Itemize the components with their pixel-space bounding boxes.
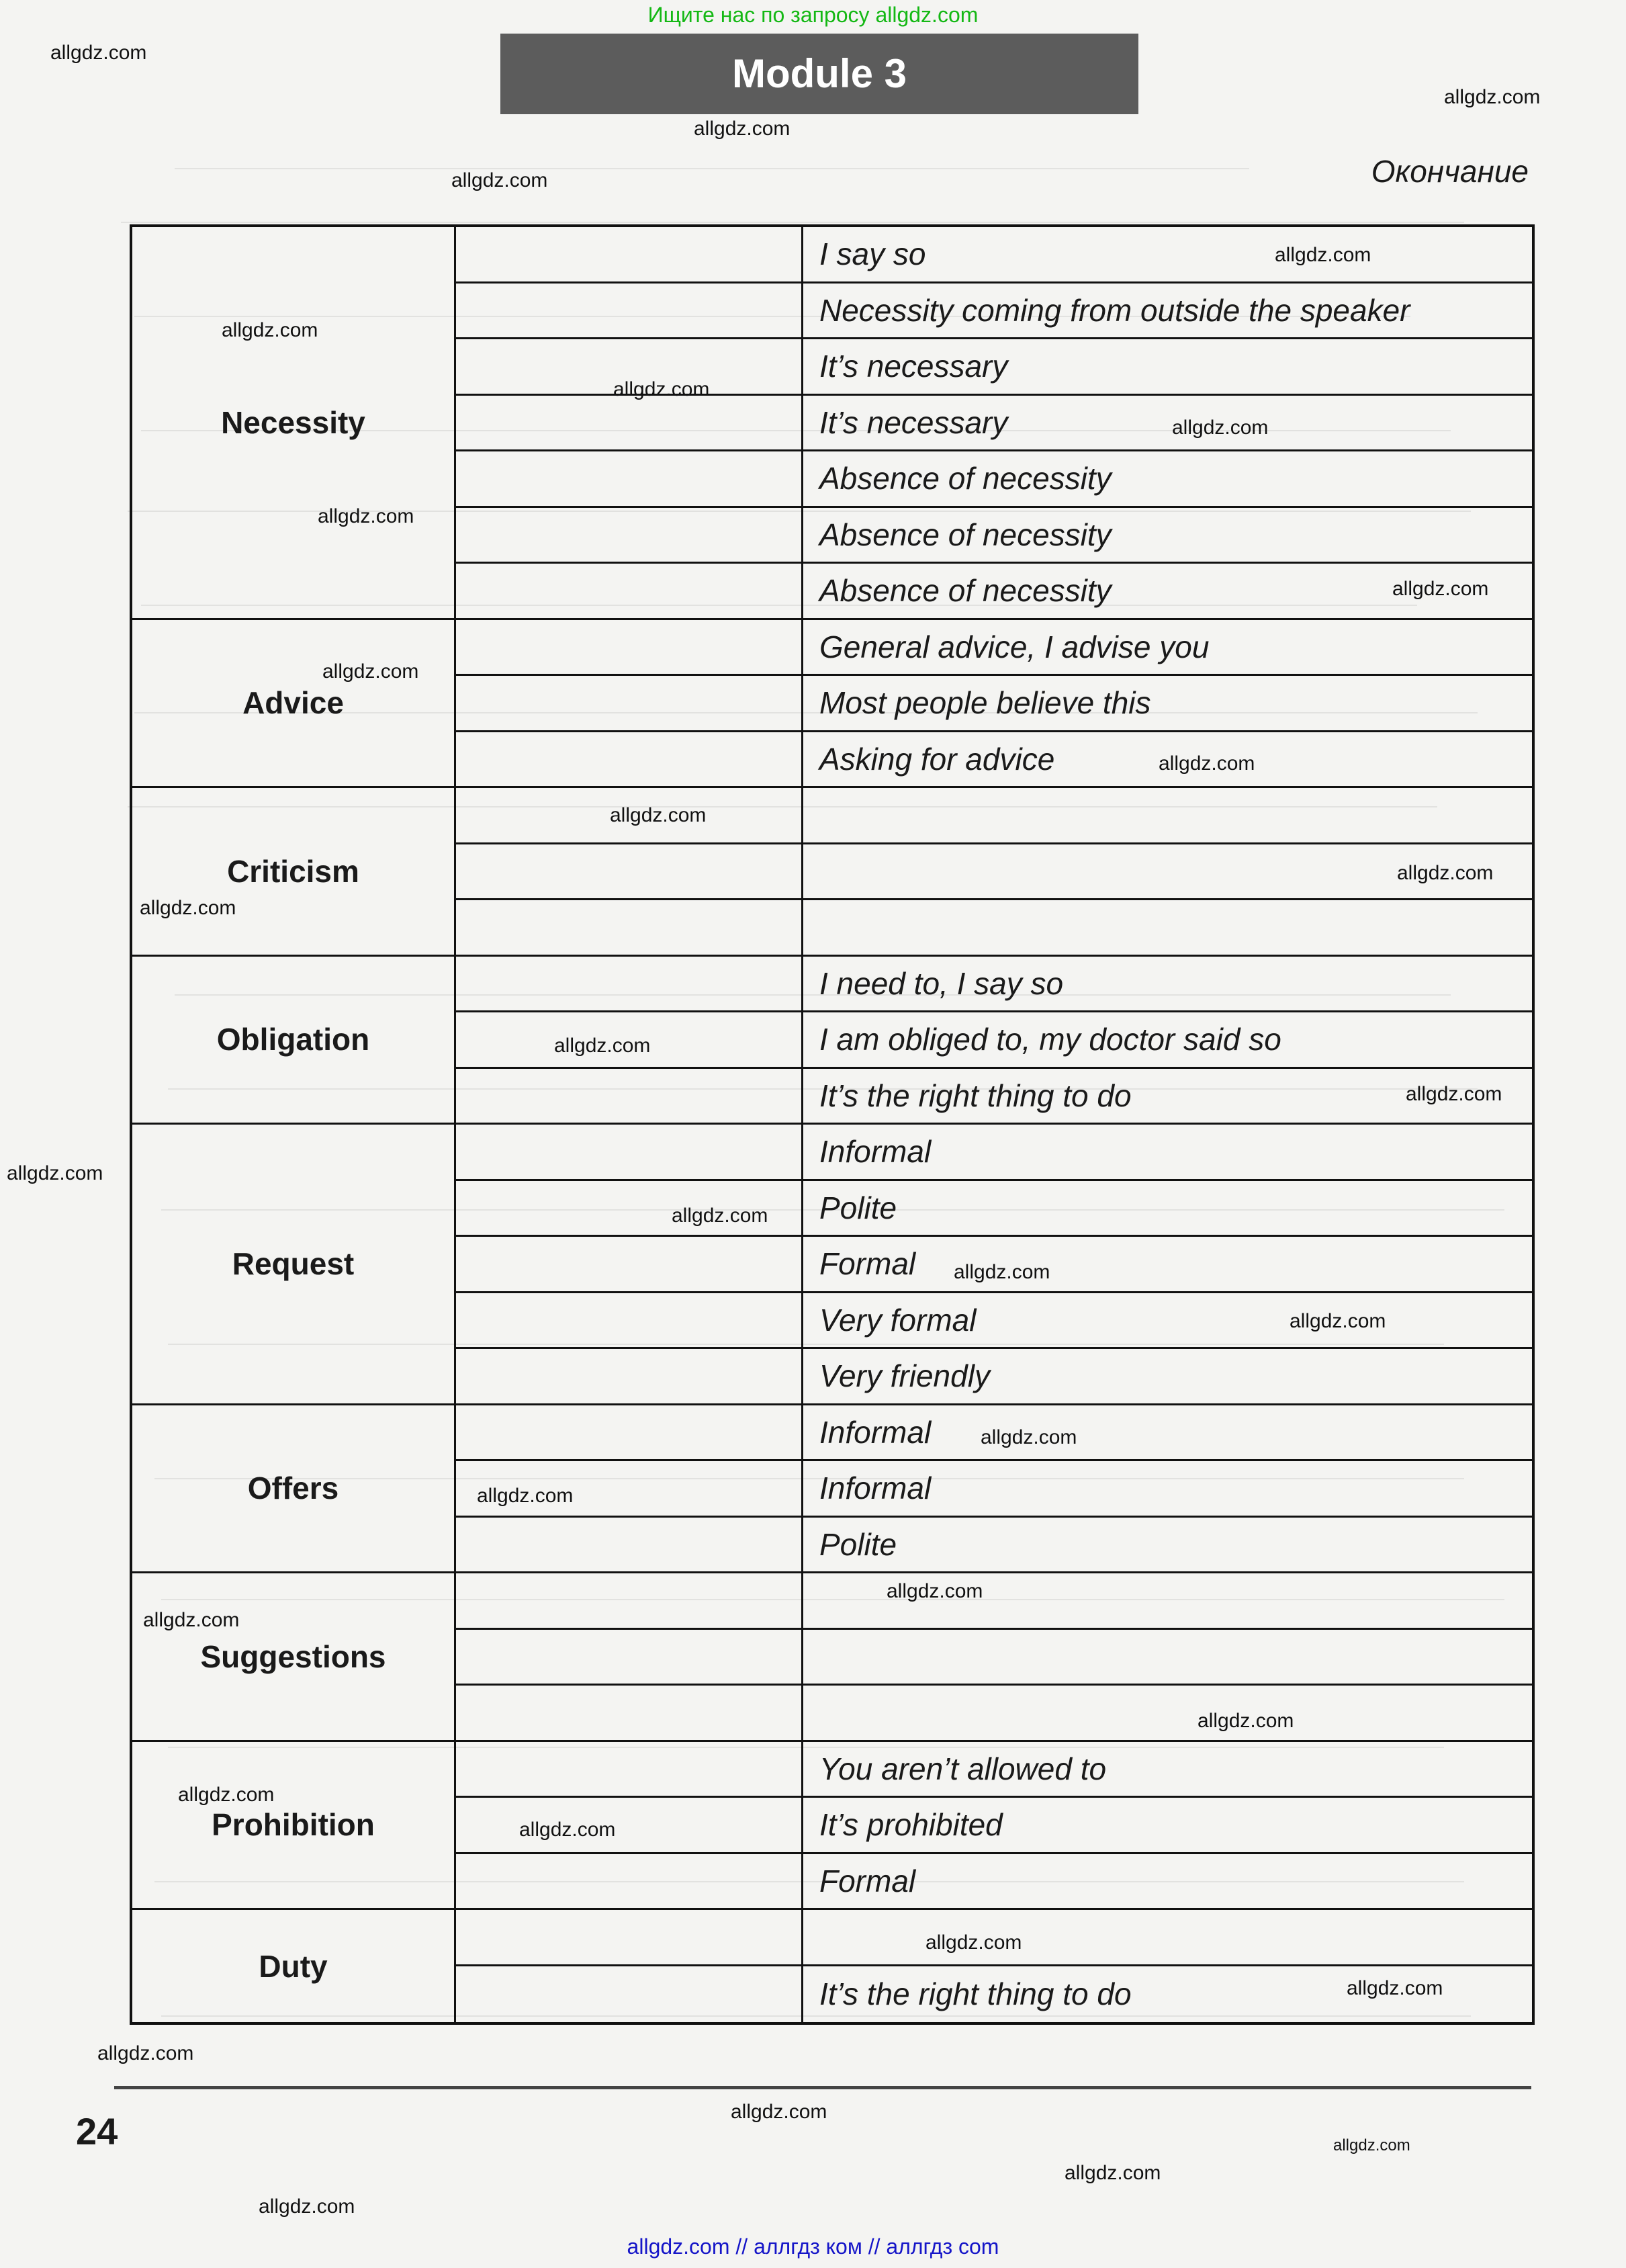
- commentary-cell: [803, 900, 1532, 957]
- watermark: allgdz.com: [1333, 2136, 1410, 2154]
- commentary-cell: Very formal: [803, 1293, 1532, 1350]
- form-cell: [456, 1798, 803, 1854]
- watermark: allgdz.com: [1172, 417, 1269, 439]
- form-cell: [456, 1573, 803, 1630]
- watermark: allgdz.com: [613, 378, 710, 400]
- commentary-cell: Absence of necessity: [803, 564, 1532, 620]
- form-cell: [456, 1742, 803, 1798]
- watermark: allgdz.com: [954, 1261, 1050, 1283]
- form-cell: [456, 1910, 803, 1966]
- watermark: allgdz.com: [519, 1819, 616, 1841]
- form-cell: [456, 844, 803, 901]
- commentary-cell: You aren’t allowed to: [803, 1742, 1532, 1798]
- meaning-cell: Offers: [132, 1405, 456, 1574]
- commentary-cell: Polite: [803, 1181, 1532, 1237]
- watermark: allgdz.com: [887, 1580, 983, 1602]
- commentary-cell: Most people believe this: [803, 676, 1532, 732]
- page-divider: [114, 2086, 1531, 2089]
- module-header: Module 3: [500, 34, 1138, 114]
- meaning-cell: Advice: [132, 620, 456, 789]
- commentary-cell: Formal: [803, 1237, 1532, 1293]
- meaning-cell: Criticism: [132, 788, 456, 957]
- commentary-cell: Informal: [803, 1405, 1532, 1462]
- form-cell: [456, 284, 803, 340]
- commentary-cell: Necessity coming from outside the speaker: [803, 284, 1532, 340]
- commentary-cell: It’s prohibited: [803, 1798, 1532, 1854]
- commentary-cell: Asking for advice: [803, 732, 1532, 789]
- form-cell: [456, 732, 803, 789]
- commentary-cell: It’s necessary: [803, 396, 1532, 452]
- watermark: allgdz.com: [477, 1485, 574, 1507]
- form-cell: [456, 957, 803, 1013]
- commentary-cell: Informal: [803, 1125, 1532, 1181]
- watermark: allgdz.com: [318, 505, 414, 527]
- form-cell: [456, 508, 803, 564]
- watermark: allgdz.com: [143, 1609, 240, 1631]
- footer-links[interactable]: allgdz.com // аллгдз ком // аллгдз com: [627, 2234, 999, 2259]
- form-cell: [456, 1686, 803, 1742]
- form-cell: [456, 1293, 803, 1350]
- commentary-cell: [803, 1910, 1532, 1966]
- commentary-cell: I say so: [803, 227, 1532, 284]
- form-cell: [456, 1854, 803, 1911]
- watermark: allgdz.com: [1159, 752, 1255, 775]
- form-cell: [456, 1966, 803, 2023]
- watermark: allgdz.com: [222, 319, 318, 341]
- commentary-cell: [803, 1630, 1532, 1686]
- watermark: allgdz.com: [1198, 1710, 1294, 1732]
- form-cell: [456, 1237, 803, 1293]
- watermark: allgdz.com: [7, 1162, 103, 1184]
- meaning-cell: Request: [132, 1125, 456, 1405]
- watermark: allgdz.com: [981, 1426, 1077, 1448]
- meaning-cell: Suggestions: [132, 1573, 456, 1742]
- form-cell: [456, 1069, 803, 1125]
- watermark: allgdz.com: [610, 804, 707, 826]
- meaning-cell: Prohibition: [132, 1742, 456, 1911]
- watermark: allgdz.com: [925, 1931, 1022, 1954]
- watermark: allgdz.com: [140, 897, 236, 919]
- watermark: allgdz.com: [97, 2042, 194, 2064]
- ending-label: Окончание: [1371, 154, 1529, 189]
- form-cell: [456, 1349, 803, 1405]
- form-cell: [456, 396, 803, 452]
- watermark: allgdz.com: [178, 1784, 275, 1806]
- watermark: allgdz.com: [1406, 1083, 1502, 1105]
- commentary-cell: [803, 1686, 1532, 1742]
- form-cell: [456, 1405, 803, 1462]
- watermark: allgdz.com: [1392, 578, 1489, 600]
- commentary-cell: Polite: [803, 1518, 1532, 1574]
- watermark: allgdz.com: [322, 660, 419, 683]
- watermark: allgdz.com: [50, 42, 147, 64]
- commentary-cell: Informal: [803, 1461, 1532, 1518]
- watermark: allgdz.com: [554, 1035, 651, 1057]
- page-number: 24: [76, 2110, 118, 2152]
- watermark: allgdz.com: [1275, 244, 1371, 266]
- commentary-cell: I need to, I say so: [803, 957, 1532, 1013]
- watermark: allgdz.com: [1290, 1310, 1386, 1332]
- watermark: allgdz.com: [694, 118, 791, 140]
- commentary-cell: Absence of necessity: [803, 451, 1532, 508]
- commentary-cell: It’s the right thing to do: [819, 1976, 1132, 2012]
- meaning-cell: Necessity: [132, 227, 456, 620]
- commentary-cell: I am obliged to, my doctor said so: [803, 1012, 1532, 1069]
- form-cell: [456, 564, 803, 620]
- watermark: allgdz.com: [451, 169, 548, 191]
- commentary-cell: General advice, I advise you: [803, 620, 1532, 677]
- form-cell: [456, 676, 803, 732]
- form-cell: [456, 1125, 803, 1181]
- watermark: allgdz.com: [731, 2101, 827, 2123]
- watermark: allgdz.com: [259, 2195, 355, 2218]
- commentary-cell: Very friendly: [803, 1349, 1532, 1405]
- commentary-cell: Absence of necessity: [803, 508, 1532, 564]
- form-cell: [456, 1630, 803, 1686]
- form-cell: [456, 451, 803, 508]
- watermark: allgdz.com: [1065, 2162, 1161, 2184]
- watermark: allgdz.com: [1347, 1977, 1443, 1999]
- commentary-cell: Formal: [803, 1854, 1532, 1911]
- top-banner[interactable]: Ищите нас по запросу allgdz.com: [647, 3, 979, 27]
- commentary-cell: It’s the right thing to do: [803, 1069, 1532, 1125]
- meaning-cell: Obligation: [132, 957, 456, 1125]
- form-cell: [456, 900, 803, 957]
- form-cell: [456, 227, 803, 284]
- commentary-cell: [803, 788, 1532, 844]
- form-cell: [456, 620, 803, 677]
- modal-verbs-table: [130, 224, 1535, 2025]
- watermark: allgdz.com: [672, 1205, 768, 1227]
- meaning-cell: Duty: [132, 1910, 456, 2022]
- form-cell: [456, 1518, 803, 1574]
- watermark: allgdz.com: [1444, 86, 1541, 108]
- commentary-cell: It’s necessary: [803, 339, 1532, 396]
- watermark: allgdz.com: [1397, 862, 1494, 884]
